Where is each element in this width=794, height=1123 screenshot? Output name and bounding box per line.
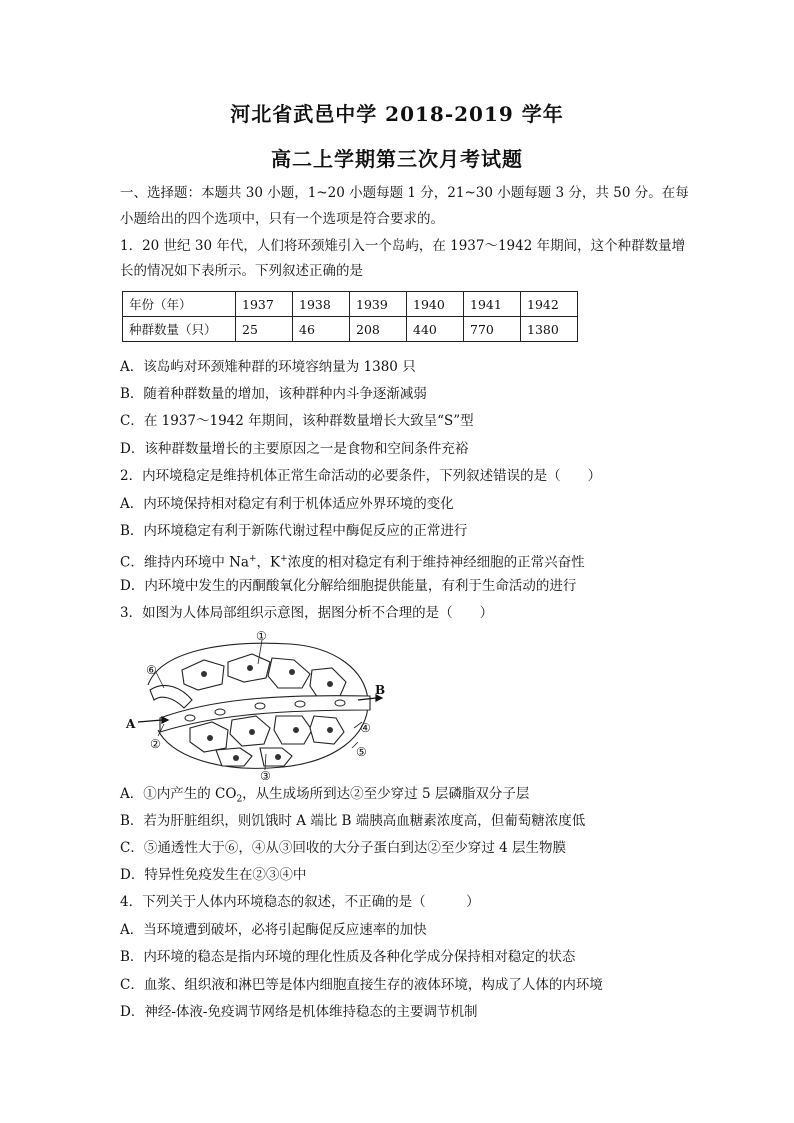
figure-label-2: ② [150, 737, 161, 751]
table-cell: 1941 [464, 292, 521, 317]
exam-title-school: 河北省武邑中学 2018-2019 学年 [230, 102, 564, 126]
q2-option-b: B．内环境稳定有利于新陈代谢过程中酶促反应的正常进行 [120, 523, 468, 539]
figure-label-6: ⑥ [146, 663, 157, 677]
section-intro-line2: 小题给出的四个选项中，只有一个选项是符合要求的。 [120, 211, 444, 227]
table-cell: 46 [293, 317, 350, 342]
table-cell: 25 [236, 317, 293, 342]
table-cell: 1940 [407, 292, 464, 317]
q3-option-c: C．⑤通透性大于⑥，④从③回收的大分子蛋白到达②至少穿过 4 层生物膜 [120, 840, 567, 856]
q3-option-b: B．若为肝脏组织，则饥饿时 A 端比 B 端胰高血糖素浓度高，但葡萄糖浓度低 [120, 813, 586, 829]
q3-stem: 3．如图为人体局部组织示意图，据图分析不合理的是（ ） [120, 605, 494, 621]
tissue-cell [268, 658, 310, 688]
q4-option-a: A．当环境遭到破坏，必将引起酶促反应速率的加快 [120, 922, 427, 938]
q3-option-d: D．特异性免疫发生在②③④中 [120, 867, 307, 883]
q1-option-d: D．该种群数量增长的主要原因之一是食物和空间条件充裕 [120, 441, 469, 457]
q4-option-d: D．神经-体液-免疫调节网络是机体维持稳态的主要调节机制 [120, 1004, 478, 1020]
table-header-year: 年份（年） [123, 292, 236, 317]
table-cell: 770 [464, 317, 521, 342]
table-cell: 1380 [521, 317, 578, 342]
q1-option-b: B．随着种群数量的增加，该种群种内斗争逐渐减弱 [120, 386, 427, 402]
table-row [123, 292, 578, 317]
exam-title-term: 高二上学期第三次月考试题 [271, 147, 523, 171]
table-cell: 1939 [350, 292, 407, 317]
q1-option-a: A．该岛屿对环颈雉种群的环境容纳量为 1380 只 [120, 359, 416, 375]
q1-stem-line2: 长的情况如下表所示。下列叙述正确的是 [120, 263, 363, 279]
section-intro-line1: 一、选择题：本题共 30 小题，1~20 小题每题 1 分，21~30 小题每题 3 分，共 50 分。在每 [120, 185, 689, 201]
q2-option-c: C．维持内环境中 Na+，K+浓度的相对稳定有利于维持神经细胞的正常兴奋性 [120, 554, 585, 571]
table-cell: 440 [407, 317, 464, 342]
q4-option-b: B．内环境的稳态是指内环境的理化性质及各种化学成分保持相对稳定的状态 [120, 949, 576, 965]
q1-stem-line1: 1．20 世纪 30 年代，人们将环颈雉引入一个岛屿，在 1937～1942 年期间，这个种群数量增 [120, 238, 686, 254]
population-table [122, 291, 578, 342]
q1-option-c: C．在 1937～1942 年期间，该种群数量增长大致呈“S”型 [120, 413, 474, 429]
figure-label-1: ① [256, 630, 267, 643]
figure-label-a: A [126, 717, 136, 731]
q2-option-a: A．内环境保持相对稳定有利于机体适应外界环境的变化 [120, 496, 454, 512]
figure-label-5: ⑤ [356, 745, 367, 759]
table-cell: 1942 [521, 292, 578, 317]
figure-label-b: B [375, 683, 386, 697]
table-row [123, 317, 578, 342]
q2-stem: 2．内环境稳定是维持机体正常生命活动的必要条件，下列叙述错误的是（ ） [120, 468, 602, 484]
table-cell: 208 [350, 317, 407, 342]
figure-label-3: ③ [260, 769, 271, 780]
table-cell: 1938 [293, 292, 350, 317]
q4-option-c: C．血浆、组织液和淋巴等是体内细胞直接生存的液体环境，构成了人体的内环境 [120, 977, 603, 993]
tissue-diagram [120, 630, 390, 780]
q4-stem: 4．下列关于人体内环境稳态的叙述，不正确的是（ ） [120, 894, 480, 910]
table-cell: 1937 [236, 292, 293, 317]
table-header-count: 种群数量（只） [123, 317, 236, 342]
q3-option-a: A．①内产生的 $CO_2$，从生成场所到达②至少穿过 5 层磷脂双分子层 [120, 786, 530, 805]
lymph-vessel [150, 685, 192, 708]
q2-option-d: D．内环境中发生的丙酮酸氧化分解给细胞提供能量，有利于生命活动的进行 [120, 578, 577, 594]
figure-label-4: ④ [360, 721, 371, 735]
